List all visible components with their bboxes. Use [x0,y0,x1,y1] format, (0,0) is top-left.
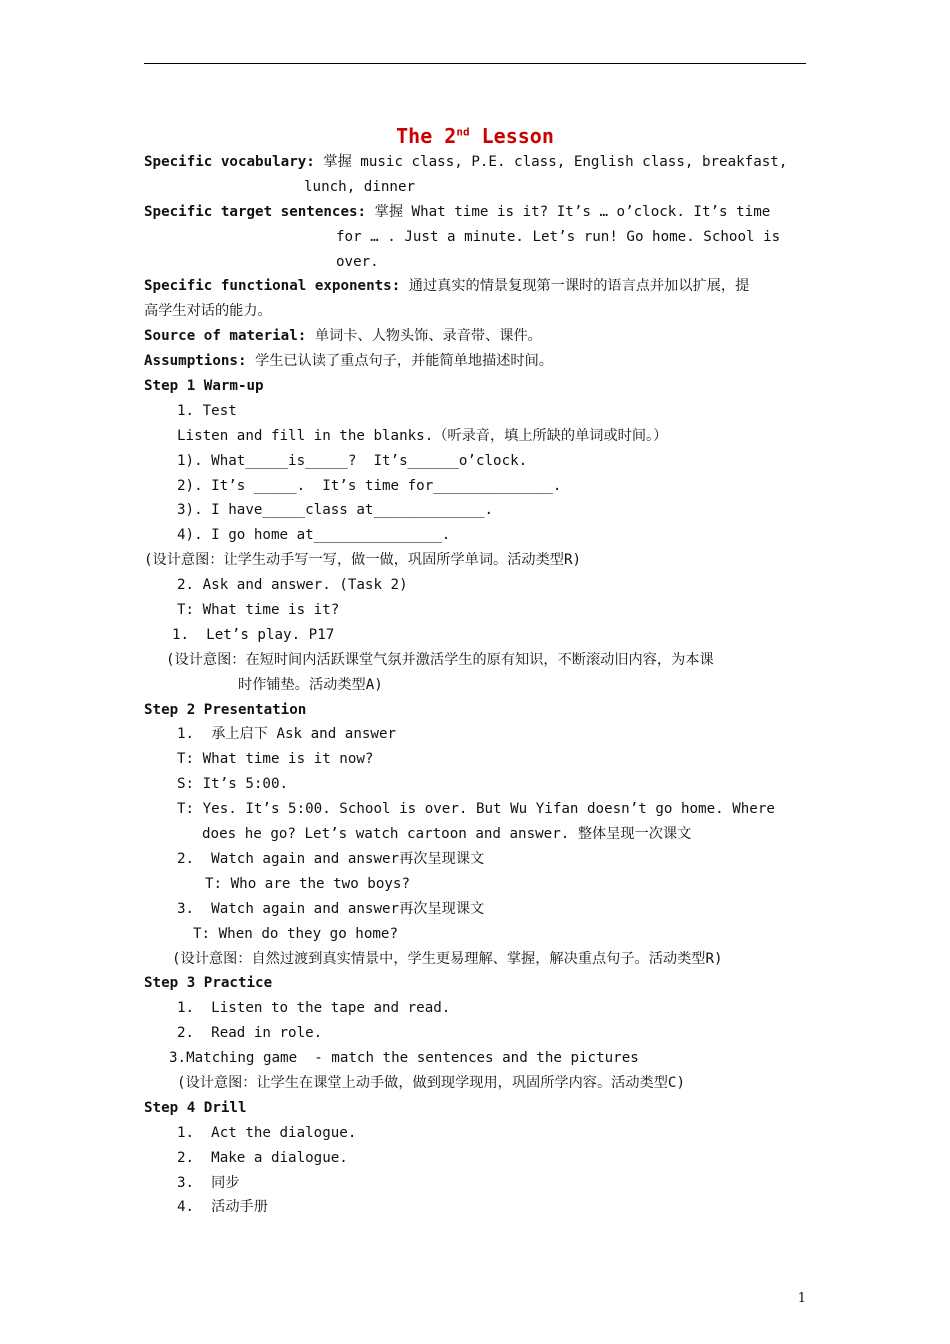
step2-line: T: When do they go home? [193,925,398,942]
step1-ask: 2. Ask and answer. (Task 2) [177,577,408,594]
functional-cont: 高学生对话的能力。 [144,303,272,320]
step1-design-note-2: (设计意图：在短时间内活跃课堂气氛并激活学生的原有知识，不断滚动旧内容，为本课 [166,651,714,668]
target-cont2: over. [336,253,379,270]
step1-line: 1). What_____is_____? It’s______o’clock. [177,452,528,469]
step3-design-note: (设计意图：让学生在课堂上动手做，做到现学现用，巩固所学内容。活动类型C) [177,1074,686,1091]
step1-play: 1. Let’s play. P17 [172,626,335,643]
step1-line: 3). I have_____class at_____________. [177,502,494,519]
step1-line: 2). It’s _____. It’s time for______________. [177,477,562,494]
source-line: Source of material: 单词卡、人物头饰、录音带、课件。 [144,328,542,345]
step1-line: 4). I go home at_______________. [177,527,451,544]
step1-heading: Step 1 Warm-up [144,378,264,395]
step1-line: Listen and fill in the blanks.（听录音，填上所缺的单词或时间。） [177,427,668,444]
step2-line: S: It’s 5:00. [177,776,289,793]
lesson-content [144,150,806,1220]
step1-design-note: (设计意图：让学生动手写一写，做一做，巩固所学单词。活动类型R) [144,552,582,569]
functional-line: Specific functional exponents: 通过真实的情景复现第一课时的语言点并加以扩展，提 [144,278,750,295]
step4-line: 2. Make a dialogue. [177,1149,348,1166]
step2-line: T: Who are the two boys? [205,875,410,892]
step3-line: 3.Matching game - match the sentences and the pictures [169,1050,639,1067]
page-number: 1 [797,1291,806,1306]
step2-line: T: What time is it now? [177,751,374,768]
step2-line: 3. Watch again and answer再次呈现课文 [177,900,485,917]
step2-line: T: Yes. It’s 5:00. School is over. But Wu Yifan doesn’t go home. Where [177,801,775,818]
step2-line: does he go? Let’s watch cartoon and answer. 整体呈现一次课文 [202,826,692,843]
step1-what: T: What time is it? [177,602,340,619]
target-line: Specific target sentences: 掌握 What time is it? It’s … o’clock. It’s time [144,203,771,220]
step4-heading: Step 4 Drill [144,1099,247,1116]
step4-line: 3. 同步 [177,1174,240,1191]
step2-heading: Step 2 Presentation [144,701,307,718]
target-cont1: for … . Just a minute. Let’s run! Go home. School is [336,228,781,245]
step4-line: 4. 活动手册 [177,1199,268,1216]
step1-line: 1. Test [177,402,237,419]
step3-heading: Step 3 Practice [144,975,273,992]
lesson-title: The 2nd Lesson [396,124,554,148]
vocab-line: Specific vocabulary: 掌握 music class, P.E. class, English class, breakfast, [144,154,788,170]
step3-line: 1. Listen to the tape and read. [177,1000,451,1017]
step2-line: 1. 承上启下 Ask and answer [177,726,397,743]
assumptions-line: Assumptions: 学生已认读了重点句子，并能简单地描述时间。 [144,353,553,370]
step3-line: 2. Read in role. [177,1025,323,1042]
header-rule [144,63,806,64]
step1-design-note-2-cont: 时作铺垫。活动类型A) [238,676,383,693]
step2-line: 2. Watch again and answer再次呈现课文 [177,850,485,867]
step2-design-note: (设计意图：自然过渡到真实情景中，学生更易理解、掌握，解决重点句子。活动类型R) [172,950,723,967]
step4-line: 1. Act the dialogue. [177,1124,357,1141]
vocab-cont: lunch, dinner [304,178,416,195]
